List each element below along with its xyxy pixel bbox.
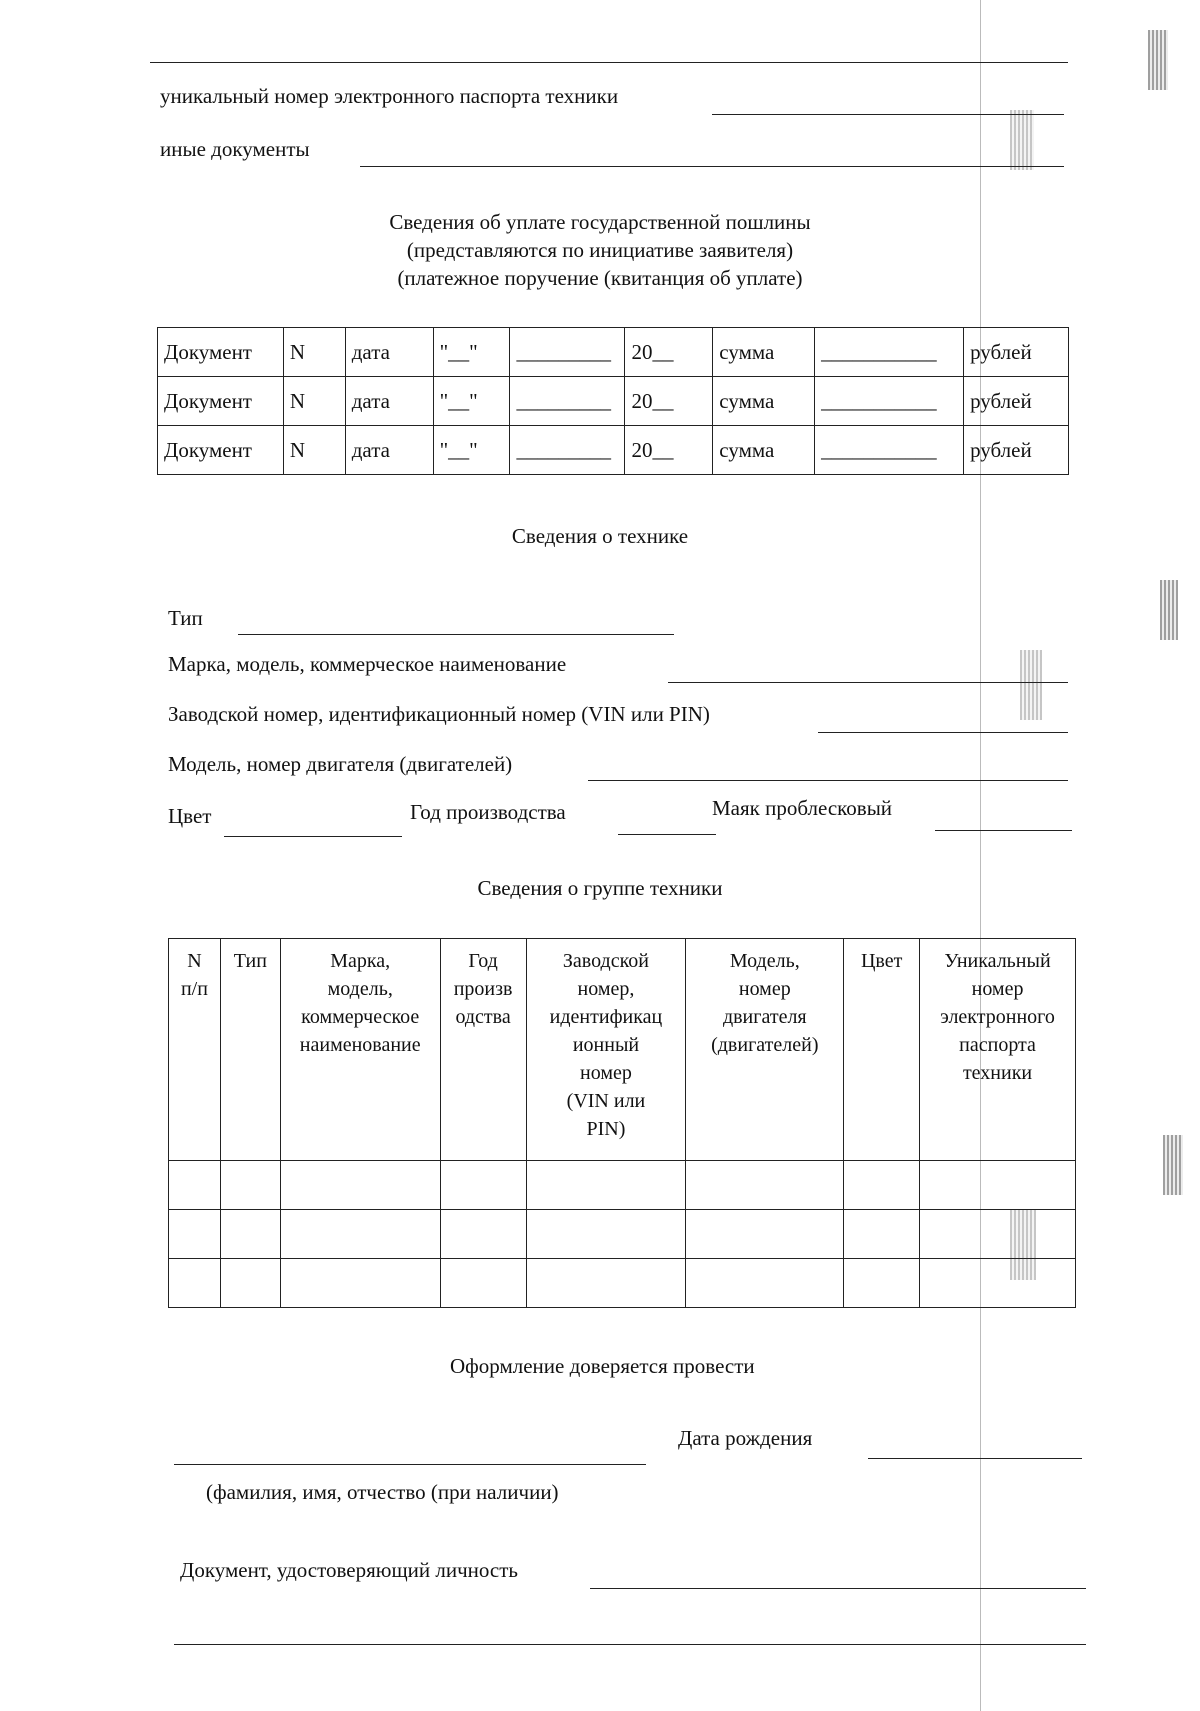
make-label: Марка, модель, коммерческое наименование [168,652,567,676]
fee-amount[interactable]: ___________ [815,328,964,377]
fee-year[interactable]: 20__ [625,328,713,377]
other-documents-line [360,166,1064,167]
vehicle-heading: Сведения о технике [511,524,689,548]
id-document-label: Документ, удостоверяющий личность [180,1558,518,1582]
table-cell[interactable] [526,1259,686,1308]
table-cell[interactable] [280,1161,440,1210]
birth-date-label: Дата рождения [678,1426,813,1450]
id-document-line[interactable] [590,1588,1086,1589]
birth-date-line[interactable] [868,1458,1082,1459]
table-cell[interactable] [844,1210,920,1259]
fee-heading-2: (представляются по инициативе заявителя) [406,238,794,262]
fee-date-label: дата [345,377,433,426]
fee-doc: Документ [158,328,284,377]
table-cell[interactable] [220,1161,280,1210]
group-heading: Сведения о группе техники [477,876,723,900]
table-cell[interactable] [920,1161,1076,1210]
fee-row [158,328,1069,377]
trust-heading: Оформление доверяется провести [450,1354,755,1378]
fee-date-label: дата [345,328,433,377]
fee-day[interactable]: "__" [433,328,510,377]
type-label: Тип [168,606,203,630]
make-line[interactable] [668,682,1068,683]
engine-line[interactable] [588,780,1068,781]
fee-month[interactable]: _________ [510,426,625,475]
fio-hint: (фамилия, имя, отчество (при наличии) [206,1480,559,1504]
type-line[interactable] [238,634,674,635]
color-line[interactable] [224,836,402,837]
scan-artifact [1020,650,1042,720]
table-cell[interactable] [169,1161,221,1210]
col-passport: Уникальный номер электронного паспорта техники [920,939,1076,1161]
table-cell[interactable] [686,1259,844,1308]
fee-sum-label: сумма [713,377,815,426]
table-cell[interactable] [440,1259,526,1308]
other-documents-label: иные документы [160,137,310,161]
col-color: Цвет [844,939,920,1161]
scan-artifact [1160,580,1178,640]
scan-artifact [1010,110,1034,170]
fee-day[interactable]: "__" [433,377,510,426]
fee-heading-1: Сведения об уплате государственной пошлины [389,210,811,234]
scan-artifact [1148,30,1168,90]
fee-sum-label: сумма [713,328,815,377]
fee-day[interactable]: "__" [433,426,510,475]
table-cell[interactable] [686,1161,844,1210]
fee-number[interactable]: N [283,328,345,377]
serial-label: Заводской номер, идентификационный номер (VIN или PIN) [168,702,710,726]
col-type: Тип [220,939,280,1161]
passport-number-line [712,114,1064,115]
table-cell[interactable] [686,1210,844,1259]
scan-artifact [1163,1135,1183,1195]
table-cell[interactable] [169,1259,221,1308]
passport-number-label: уникальный номер электронного паспорта техники [160,84,619,108]
id-document-line-2[interactable] [174,1644,1086,1645]
fee-doc: Документ [158,377,284,426]
table-row [169,1210,1076,1259]
table-cell[interactable] [280,1259,440,1308]
table-cell[interactable] [844,1259,920,1308]
fee-unit: рублей [964,377,1069,426]
table-cell[interactable] [220,1210,280,1259]
color-label: Цвет [168,804,212,828]
group-table [168,938,1076,1308]
fee-amount[interactable]: ___________ [815,377,964,426]
beacon-label: Маяк проблесковый [712,796,893,820]
table-cell[interactable] [440,1210,526,1259]
fee-row [158,377,1069,426]
fee-date-label: дата [345,426,433,475]
col-serial: Заводской номер, идентификац ионный номер (VIN или PIN) [526,939,686,1161]
table-cell[interactable] [220,1259,280,1308]
beacon-line[interactable] [935,830,1072,831]
fee-month[interactable]: _________ [510,377,625,426]
fio-line[interactable] [174,1464,646,1465]
table-row [169,1259,1076,1308]
fee-unit: рублей [964,426,1069,475]
fee-year[interactable]: 20__ [625,426,713,475]
table-cell[interactable] [844,1161,920,1210]
col-year: Год произв одства [440,939,526,1161]
fee-amount[interactable]: ___________ [815,426,964,475]
fee-row [158,426,1069,475]
table-cell[interactable] [169,1210,221,1259]
group-header-row [169,939,1076,1161]
table-row [169,1161,1076,1210]
table-cell[interactable] [920,1259,1076,1308]
table-cell[interactable] [280,1210,440,1259]
table-cell[interactable] [440,1161,526,1210]
serial-line[interactable] [818,732,1068,733]
fee-unit: рублей [964,328,1069,377]
fee-sum-label: сумма [713,426,815,475]
fee-heading-3: (платежное поручение (квитанция об уплате) [397,266,803,290]
col-make: Марка, модель, коммерческое наименование [280,939,440,1161]
year-line[interactable] [618,834,716,835]
fee-table [157,327,1069,475]
col-engine: Модель, номер двигателя (двигателей) [686,939,844,1161]
fee-doc: Документ [158,426,284,475]
col-number: N п/п [169,939,221,1161]
table-cell[interactable] [526,1161,686,1210]
table-cell[interactable] [526,1210,686,1259]
fee-month[interactable]: _________ [510,328,625,377]
engine-label: Модель, номер двигателя (двигателей) [168,752,513,776]
table-cell[interactable] [920,1210,1076,1259]
year-label: Год производства [410,800,566,824]
fee-number[interactable]: N [283,426,345,475]
fee-year[interactable]: 20__ [625,377,713,426]
fee-number[interactable]: N [283,377,345,426]
top-rule [150,62,1068,63]
